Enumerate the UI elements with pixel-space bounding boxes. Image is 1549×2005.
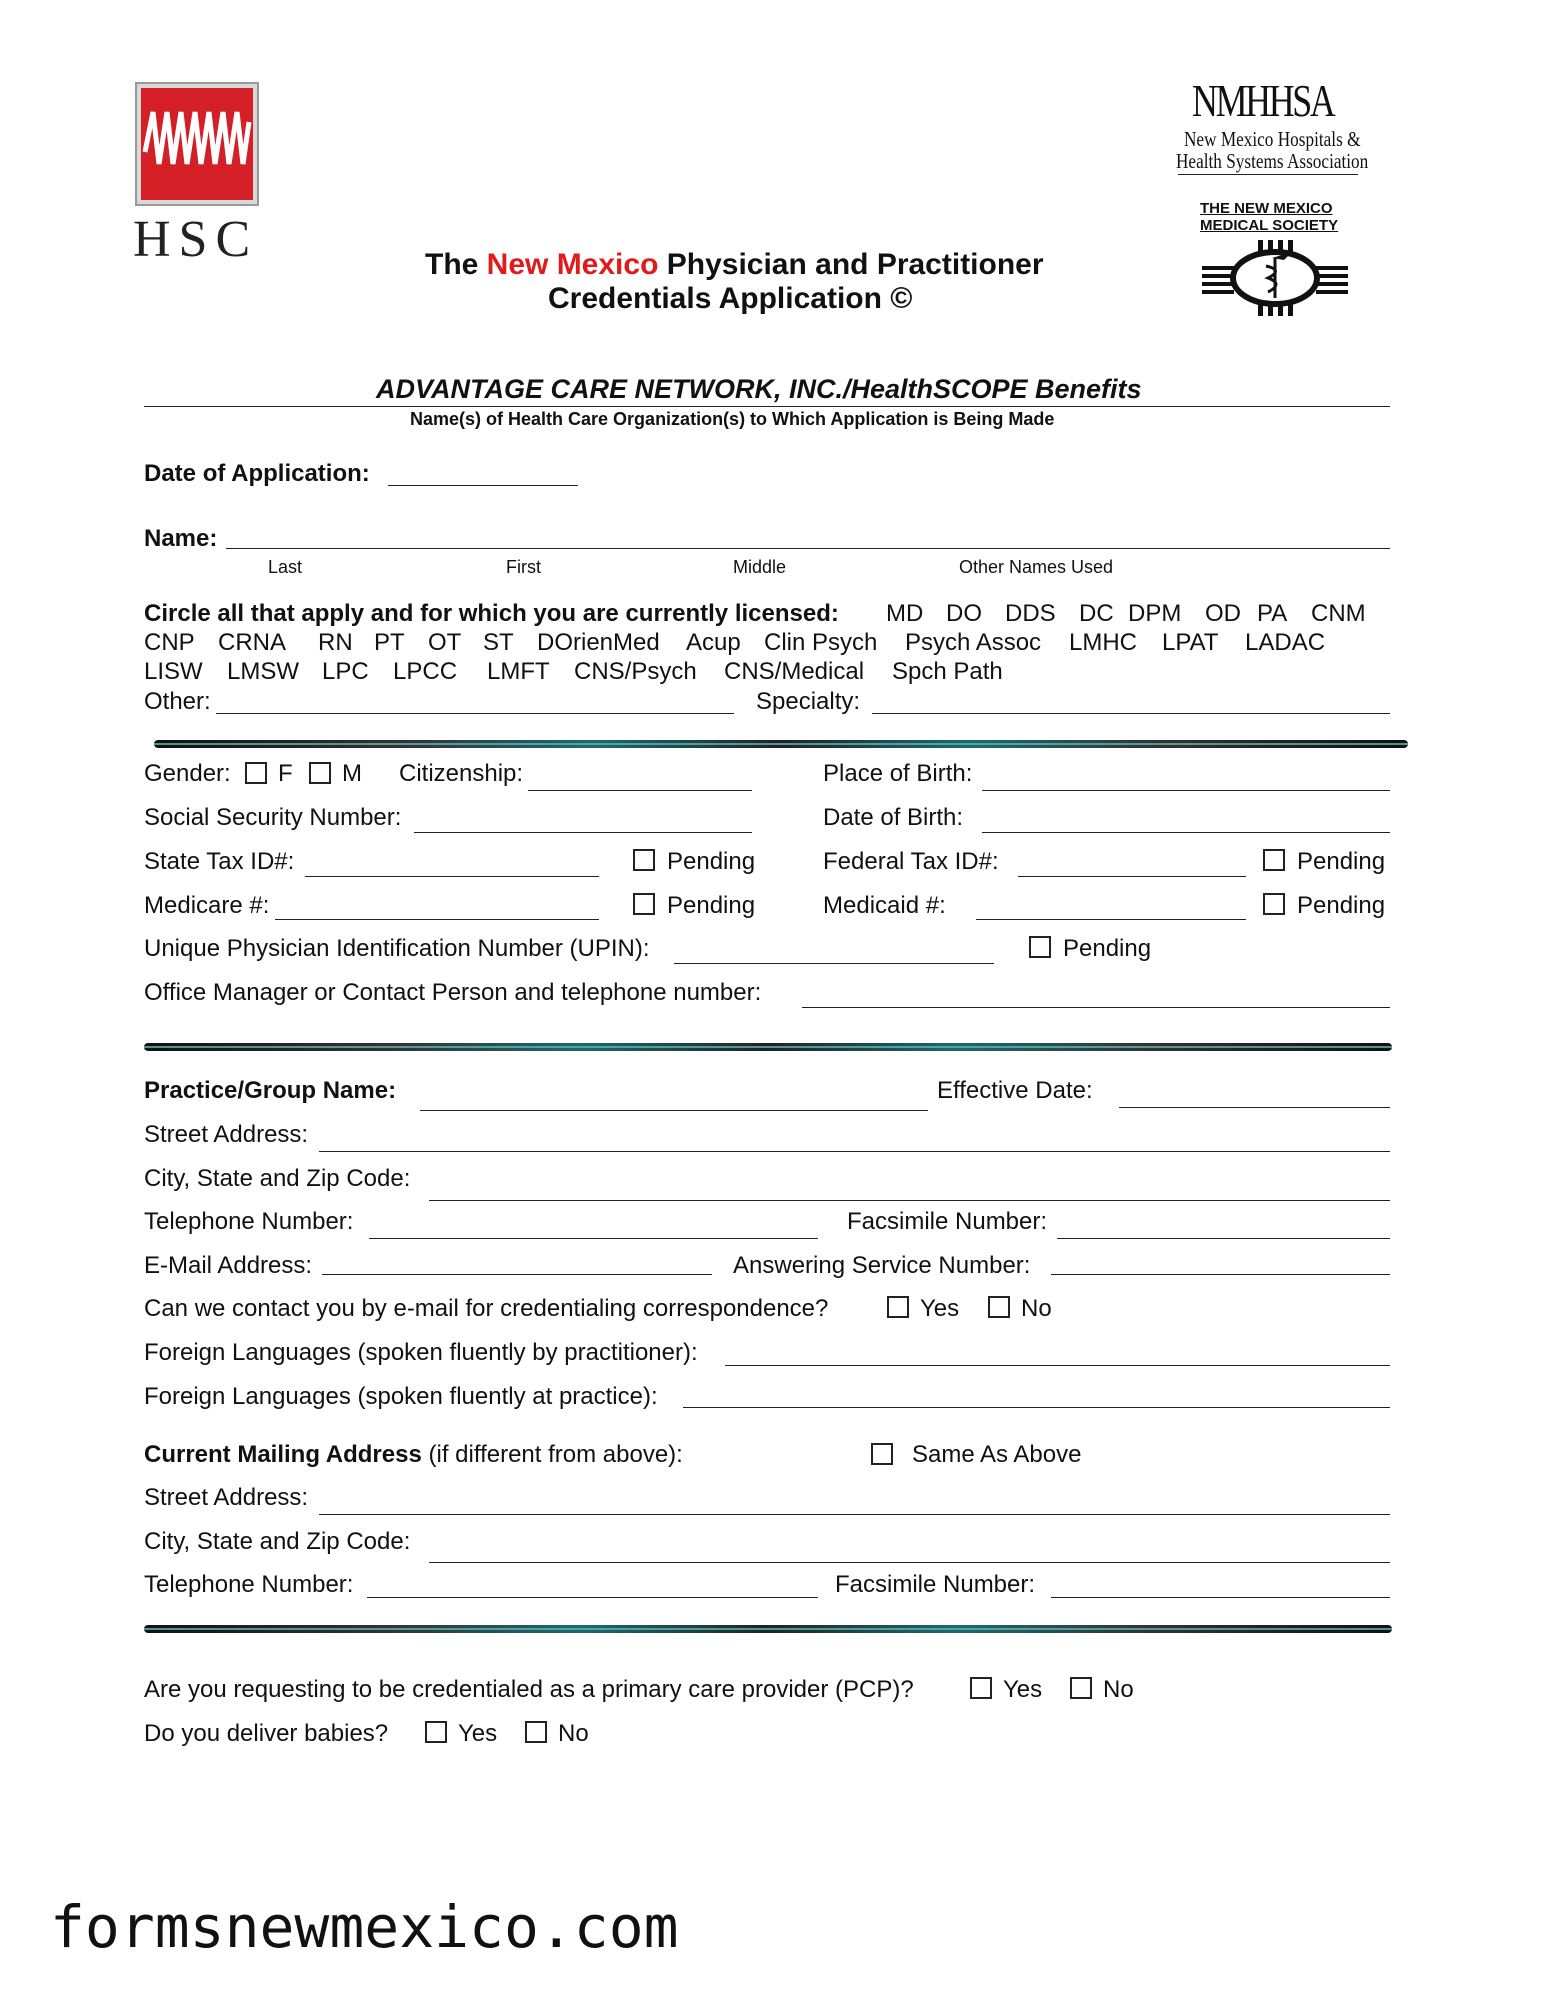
place-of-birth-field[interactable] bbox=[982, 790, 1390, 791]
license-option[interactable]: LPCC bbox=[393, 658, 458, 685]
place-of-birth-label: Place of Birth: bbox=[823, 760, 973, 787]
mailing-street-field[interactable] bbox=[319, 1514, 1390, 1515]
section-separator bbox=[144, 1625, 1392, 1633]
answering-service-label: Answering Service Number: bbox=[733, 1252, 1031, 1279]
license-option[interactable]: DO bbox=[946, 600, 982, 627]
same-as-above-checkbox[interactable] bbox=[871, 1443, 893, 1465]
effective-date-label: Effective Date: bbox=[937, 1077, 1093, 1104]
license-option[interactable]: LMSW bbox=[227, 658, 299, 685]
email-contact-yes-label: Yes bbox=[920, 1295, 960, 1322]
gender-f-checkbox[interactable] bbox=[245, 762, 267, 784]
babies-no-label: No bbox=[558, 1720, 589, 1747]
babies-yes-label: Yes bbox=[458, 1720, 498, 1747]
license-option[interactable]: LISW bbox=[144, 658, 203, 685]
lang-practitioner-field[interactable] bbox=[725, 1365, 1390, 1366]
license-option[interactable]: LPAT bbox=[1162, 629, 1219, 656]
mailing-heading-note: (if different from above): bbox=[421, 1441, 683, 1468]
practice-street-field[interactable] bbox=[319, 1151, 1390, 1152]
license-option[interactable]: Spch Path bbox=[892, 658, 1003, 685]
mailing-heading bbox=[144, 1441, 683, 1469]
nmms-line1: THE NEW MEXICO bbox=[1200, 200, 1333, 217]
email-contact-no-checkbox[interactable] bbox=[988, 1296, 1010, 1318]
medicare-pending-label: Pending bbox=[667, 892, 756, 919]
pcp-yes-checkbox[interactable] bbox=[970, 1677, 992, 1699]
organization-name: ADVANTAGE CARE NETWORK, INC./HealthSCOPE Benefits bbox=[376, 374, 1142, 404]
mailing-telephone-field[interactable] bbox=[367, 1597, 818, 1598]
gender-m-checkbox[interactable] bbox=[309, 762, 331, 784]
upin-pending-label: Pending bbox=[1063, 935, 1152, 962]
name-sublabel-other: Other Names Used bbox=[959, 557, 1114, 577]
license-option[interactable]: LPC bbox=[322, 658, 369, 685]
upin-label: Unique Physician Identification Number (UPIN): bbox=[144, 935, 650, 962]
practice-fax-label: Facsimile Number: bbox=[847, 1208, 1048, 1235]
practice-fax-field[interactable] bbox=[1057, 1238, 1390, 1239]
group-name-field[interactable] bbox=[420, 1110, 928, 1111]
nmhhsa-line2: Health Systems Association bbox=[1176, 149, 1369, 173]
group-name-label: Practice/Group Name: bbox=[144, 1077, 397, 1104]
organization-line bbox=[144, 406, 1390, 407]
citizenship-label: Citizenship: bbox=[399, 760, 524, 787]
license-other-field[interactable] bbox=[216, 713, 734, 714]
hsc-logo-mark bbox=[135, 82, 259, 206]
mailing-fax-field[interactable] bbox=[1051, 1597, 1390, 1598]
specialty-field[interactable] bbox=[872, 713, 1390, 714]
medicaid-pending-label: Pending bbox=[1297, 892, 1386, 919]
federal-tax-field[interactable] bbox=[1018, 876, 1246, 877]
license-option[interactable]: Acup bbox=[686, 629, 741, 656]
federal-tax-pending-label: Pending bbox=[1297, 848, 1386, 875]
nmhhsa-underline bbox=[1178, 174, 1358, 175]
section-separator bbox=[144, 1043, 1392, 1051]
license-option[interactable]: OT bbox=[428, 629, 462, 656]
medicare-pending-checkbox[interactable] bbox=[633, 893, 655, 915]
mailing-heading-bold: Current Mailing Address bbox=[144, 1441, 422, 1468]
gender-label: Gender: bbox=[144, 760, 231, 787]
email-label: E-Mail Address: bbox=[144, 1252, 313, 1279]
practice-telephone-field[interactable] bbox=[369, 1238, 818, 1239]
mailing-telephone-label: Telephone Number: bbox=[144, 1571, 354, 1598]
mailing-fax-label: Facsimile Number: bbox=[835, 1571, 1036, 1598]
license-option[interactable]: CNS/Psych bbox=[574, 658, 697, 685]
specialty-label: Specialty: bbox=[756, 688, 861, 715]
zia-medical-icon bbox=[1202, 240, 1348, 316]
babies-no-checkbox[interactable] bbox=[525, 1721, 547, 1743]
medicaid-pending-checkbox[interactable] bbox=[1263, 893, 1285, 915]
license-option[interactable]: CRNA bbox=[218, 629, 287, 656]
license-option[interactable]: DC bbox=[1079, 600, 1114, 627]
lang-practice-label: Foreign Languages (spoken fluently at practice): bbox=[144, 1383, 658, 1410]
hsc-logo bbox=[135, 82, 259, 206]
mailing-street-label: Street Address: bbox=[144, 1484, 309, 1511]
license-other-label: Other: bbox=[144, 688, 211, 715]
contact-field[interactable] bbox=[802, 1007, 1390, 1008]
license-option[interactable]: LADAC bbox=[1245, 629, 1326, 656]
organization-caption: Name(s) of Health Care Organization(s) to Which Application is Being Made bbox=[410, 409, 1055, 429]
lang-practitioner-label: Foreign Languages (spoken fluently by practitioner): bbox=[144, 1339, 698, 1366]
license-option[interactable]: CNS/Medical bbox=[724, 658, 865, 685]
nmms-line2: MEDICAL SOCIETY bbox=[1200, 217, 1339, 234]
ssn-field[interactable] bbox=[414, 832, 752, 833]
federal-tax-pending-checkbox[interactable] bbox=[1263, 849, 1285, 871]
license-option[interactable]: CNP bbox=[144, 629, 195, 656]
mailing-city-field[interactable] bbox=[429, 1562, 1390, 1563]
pcp-no-label: No bbox=[1103, 1676, 1134, 1703]
babies-question: Do you deliver babies? bbox=[144, 1720, 389, 1747]
license-option[interactable]: LMHC bbox=[1069, 629, 1138, 656]
same-as-above-label: Same As Above bbox=[912, 1441, 1082, 1468]
state-tax-pending-checkbox[interactable] bbox=[633, 849, 655, 871]
license-option[interactable]: DOrienMed bbox=[537, 629, 660, 656]
nmhhsa-line1: New Mexico Hospitals & bbox=[1184, 127, 1361, 151]
state-tax-field[interactable] bbox=[305, 876, 599, 877]
dob-field[interactable] bbox=[982, 832, 1390, 833]
license-option[interactable]: DDS bbox=[1005, 600, 1056, 627]
answering-service-field[interactable] bbox=[1051, 1274, 1390, 1275]
hsc-logo-text: HSC bbox=[133, 211, 259, 268]
upin-pending-checkbox[interactable] bbox=[1029, 936, 1051, 958]
title-red: New Mexico bbox=[486, 248, 659, 281]
email-field[interactable] bbox=[322, 1274, 712, 1275]
license-option[interactable]: RN bbox=[318, 629, 353, 656]
lang-practice-field[interactable] bbox=[683, 1407, 1390, 1408]
gender-m-label: M bbox=[342, 760, 362, 787]
watermark: formsnewmexico.com bbox=[50, 1893, 679, 1961]
license-option[interactable]: PA bbox=[1257, 600, 1288, 627]
license-prompt: Circle all that apply and for which you are currently licensed: bbox=[144, 600, 839, 627]
medicaid-label: Medicaid #: bbox=[823, 892, 946, 919]
license-option[interactable]: ST bbox=[483, 629, 514, 656]
name-field[interactable] bbox=[226, 548, 1390, 549]
state-tax-pending-label: Pending bbox=[667, 848, 756, 875]
medicaid-field[interactable] bbox=[976, 919, 1246, 920]
pcp-question: Are you requesting to be credentialed as a primary care provider (PCP)? bbox=[144, 1676, 914, 1703]
dob-label: Date of Birth: bbox=[823, 804, 964, 831]
email-contact-no-label: No bbox=[1021, 1295, 1052, 1322]
license-option[interactable]: OD bbox=[1205, 600, 1241, 627]
email-contact-yes-checkbox[interactable] bbox=[887, 1296, 909, 1318]
practice-telephone-label: Telephone Number: bbox=[144, 1208, 354, 1235]
name-sublabel-last: Last bbox=[268, 557, 303, 577]
medicare-label: Medicare #: bbox=[144, 892, 270, 919]
practice-city-field[interactable] bbox=[429, 1200, 1390, 1201]
practice-city-label: City, State and Zip Code: bbox=[144, 1165, 411, 1192]
license-option[interactable]: MD bbox=[886, 600, 924, 627]
email-contact-question: Can we contact you by e-mail for credentialing correspondence? bbox=[144, 1295, 829, 1322]
citizenship-field[interactable] bbox=[528, 790, 752, 791]
pcp-no-checkbox[interactable] bbox=[1070, 1677, 1092, 1699]
mailing-city-label: City, State and Zip Code: bbox=[144, 1528, 411, 1555]
nmhhsa-abbr: NMHHSA bbox=[1192, 75, 1334, 126]
name-sublabel-middle: Middle bbox=[733, 557, 787, 577]
ssn-label: Social Security Number: bbox=[144, 804, 402, 831]
date-of-application-label: Date of Application: bbox=[144, 460, 370, 487]
pcp-yes-label: Yes bbox=[1003, 1676, 1043, 1703]
section-separator bbox=[154, 740, 1408, 748]
form-title-line2: Credentials Application © bbox=[548, 282, 913, 315]
federal-tax-label: Federal Tax ID#: bbox=[823, 848, 999, 875]
title-pre: The bbox=[425, 248, 487, 281]
title-post: Physician and Practitioner bbox=[658, 248, 1044, 281]
license-option[interactable]: CNM bbox=[1311, 600, 1366, 627]
medicare-field[interactable] bbox=[275, 919, 599, 920]
license-option[interactable]: Psych Assoc bbox=[905, 629, 1042, 656]
contact-label: Office Manager or Contact Person and telephone number: bbox=[144, 979, 762, 1006]
effective-date-field[interactable] bbox=[1119, 1107, 1390, 1108]
license-option[interactable]: DPM bbox=[1128, 600, 1182, 627]
upin-field[interactable] bbox=[674, 963, 994, 964]
license-option[interactable]: LMFT bbox=[487, 658, 550, 685]
license-option[interactable]: PT bbox=[374, 629, 405, 656]
state-tax-label: State Tax ID#: bbox=[144, 848, 295, 875]
babies-yes-checkbox[interactable] bbox=[425, 1721, 447, 1743]
form-title bbox=[425, 248, 1044, 282]
name-sublabel-first: First bbox=[506, 557, 541, 577]
gender-f-label: F bbox=[278, 760, 293, 787]
license-option[interactable]: Clin Psych bbox=[764, 629, 878, 656]
name-label: Name: bbox=[144, 525, 218, 552]
date-of-application-field[interactable] bbox=[388, 485, 578, 486]
practice-street-label: Street Address: bbox=[144, 1121, 309, 1148]
